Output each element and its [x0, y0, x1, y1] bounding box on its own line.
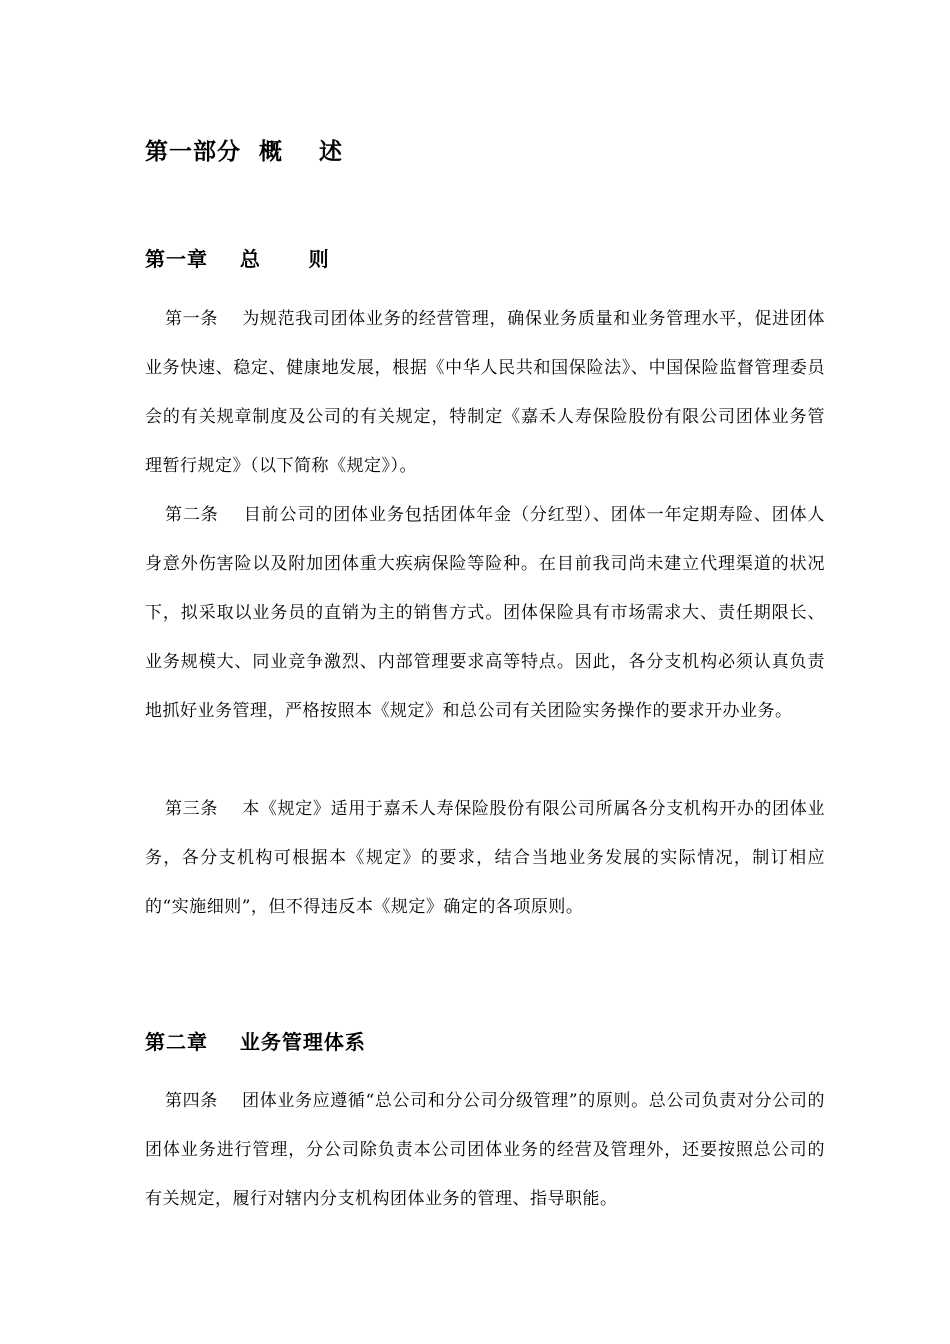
- article-1: [145, 295, 825, 491]
- article-4-label: 第四条: [165, 1091, 243, 1111]
- article-1-label: 第一条: [165, 309, 243, 329]
- article-1-text: 为规范我司团体业务的经营管理，确保业务质量和业务管理水平，促进团体业务快速、稳定、健康地发展，根据《中华人民共和国保险法》、中国保险监督管理委员会的有关规章制度及公司的有关规定，特制定《嘉禾人寿保险股份有限公司团体业务管理暂行规定》（以下简称《规定》）。: [145, 309, 825, 476]
- article-4: [145, 1077, 825, 1224]
- article-4-text: 团体业务应遵循“总公司和分公司分级管理”的原则。总公司负责对分公司的团体业务进行管理，分公司除负责本公司团体业务的经营及管理外，还要按照总公司的有关规定，履行对辖内分支机构团体业务的管理、指导职能。: [145, 1091, 825, 1209]
- part-title: 第一部分 概 述: [145, 139, 344, 165]
- chapter-1-title: 第一章 总 则: [145, 247, 330, 271]
- article-2-label: 第二条: [165, 505, 244, 525]
- article-2-text: 目前公司的团体业务包括团体年金（分红型）、团体一年定期寿险、团体人身意外伤害险以及附加团体重大疾病保险等险种。在目前我司尚未建立代理渠道的状况下，拟采取以业务员的直销为主的销售方式。团体保险具有市场需求大、责任期限长、业务规模大、同业竞争激烈、内部管理要求高等特点。因此，各分支机构必须认真负责地抓好业务管理，严格按照本《规定》和总公司有关团险实务操作的要求开办业务。: [145, 505, 826, 721]
- article-3-label: 第三条: [165, 799, 243, 819]
- article-3: [145, 785, 825, 932]
- chapter-2-title: 第二章 业务管理体系: [145, 1030, 366, 1054]
- article-3-text: 本《规定》适用于嘉禾人寿保险股份有限公司所属各分支机构开办的团体业务，各分支机构可根据本《规定》的要求，结合当地业务发展的实际情况，制订相应的“实施细则”，但不得违反本《规定》确定的各项原则。: [145, 799, 825, 917]
- article-2: [145, 491, 825, 736]
